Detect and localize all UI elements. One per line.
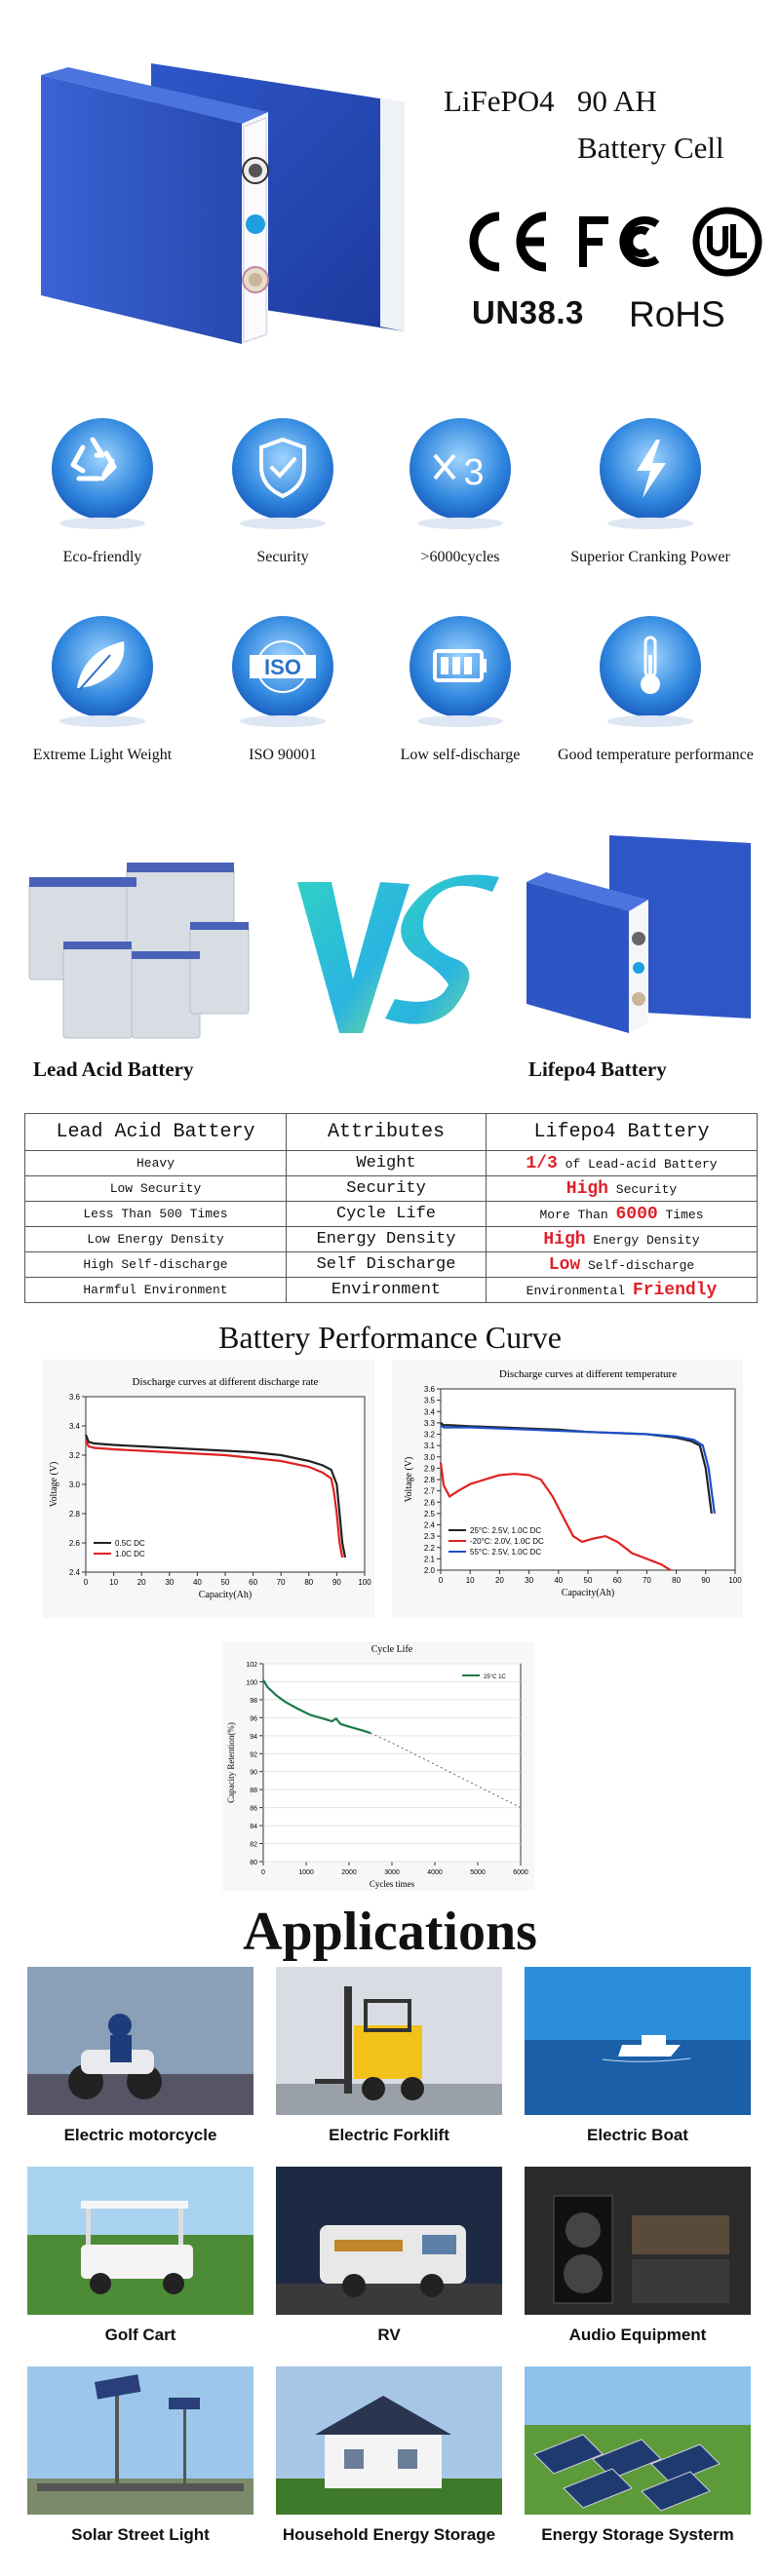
feature-shield-check — [190, 414, 375, 566]
legend-label: 25°C: 2.5V, 1.0C DC — [470, 1526, 542, 1535]
y-tick-label: 3.4 — [423, 1407, 435, 1417]
y-tick-label: 3.0 — [68, 1480, 80, 1489]
application-card — [27, 2366, 254, 2545]
y-tick-label: 3.2 — [423, 1430, 435, 1440]
x-axis-label: Capacity(Ah) — [198, 1590, 253, 1600]
application-photo — [525, 2366, 751, 2515]
battery-level-icon — [402, 612, 519, 729]
y-tick-label: 3.0 — [423, 1452, 435, 1462]
application-label: Electric Forklift — [329, 2126, 449, 2144]
application-card — [525, 2167, 751, 2345]
x-tick-label: 30 — [525, 1576, 534, 1585]
feature-label: >6000cycles — [420, 549, 500, 565]
iso-globe-icon — [224, 612, 341, 729]
feature-label: Low self-discharge — [400, 747, 521, 763]
lifepo4-value: High Security — [487, 1176, 758, 1202]
discharge-temperature-chart — [392, 1360, 743, 1618]
application-card — [27, 2167, 254, 2345]
x-axis-label: Cycles times — [369, 1879, 415, 1889]
battery-cell-product-image — [29, 54, 410, 346]
application-photo — [27, 1967, 254, 2115]
legend-label: 25°C 1C — [484, 1674, 506, 1680]
lead-acid-value: Harmful Environment — [25, 1278, 287, 1303]
highlight-text: High — [543, 1229, 586, 1250]
x-tick-label: 5000 — [470, 1869, 486, 1876]
y-tick-label: 88 — [250, 1788, 257, 1795]
application-label: Audio Equipment — [568, 2326, 707, 2344]
un383-certification: UN38.3 — [472, 294, 584, 330]
vs-graphic — [292, 863, 502, 1043]
lightning-icon — [592, 414, 709, 531]
lead-acid-value: Low Energy Density — [25, 1227, 287, 1252]
application-photo — [27, 2366, 254, 2515]
y-tick-label: 86 — [250, 1805, 257, 1813]
ce-logo — [474, 216, 546, 267]
chart-title: Discharge curves at different temperature — [498, 1368, 678, 1380]
x-tick-label: 70 — [276, 1578, 286, 1587]
y-axis-label: Voltage (V) — [404, 1456, 414, 1503]
legend-label: 1.0C DC — [115, 1550, 145, 1558]
recycle-icon — [44, 414, 161, 531]
svg-text:ISO: ISO — [264, 655, 301, 679]
feature-recycle — [10, 414, 195, 566]
feature-label: Extreme Light Weight — [32, 747, 173, 763]
feature-battery-level — [368, 612, 553, 764]
application-photo — [27, 2167, 254, 2315]
plot-area — [263, 1664, 521, 1862]
x-tick-label: 80 — [304, 1578, 314, 1587]
certification-logos — [448, 207, 770, 277]
comparison-table — [24, 1113, 758, 1303]
legend-label: 55°C: 2.5V, 1.0C DC — [470, 1548, 542, 1557]
x-tick-label: 40 — [554, 1576, 564, 1585]
y-tick-label: 3.4 — [68, 1422, 80, 1431]
x-tick-label: 50 — [220, 1578, 230, 1587]
header-attributes: Attributes — [287, 1114, 487, 1151]
x-tick-label: 10 — [465, 1576, 475, 1585]
shield-check-icon — [224, 414, 341, 531]
y-tick-label: 102 — [246, 1662, 257, 1669]
x-tick-label: 4000 — [427, 1869, 443, 1876]
lifepo4-value: High Energy Density — [487, 1227, 758, 1252]
feature-feather — [10, 612, 195, 764]
attribute-name: Self Discharge — [287, 1252, 487, 1278]
application-card — [276, 2366, 502, 2545]
product-subtitle: Battery Cell — [577, 131, 724, 165]
y-tick-label: 100 — [246, 1679, 257, 1687]
y-tick-label: 3.6 — [68, 1393, 80, 1402]
table-row — [25, 1202, 758, 1227]
application-card — [525, 2366, 751, 2545]
x-tick-label: 20 — [494, 1576, 504, 1585]
feature-label: Superior Cranking Power — [570, 549, 730, 565]
y-tick-label: 82 — [250, 1841, 257, 1849]
x-tick-label: 3000 — [384, 1869, 400, 1876]
y-tick-label: 2.5 — [423, 1509, 435, 1519]
y-tick-label: 2.2 — [423, 1543, 435, 1553]
table-row — [25, 1227, 758, 1252]
y-tick-label: 2.4 — [423, 1520, 435, 1530]
x-tick-label: 100 — [728, 1576, 742, 1585]
feather-icon — [44, 612, 161, 729]
lead-acid-value: Low Security — [25, 1176, 287, 1202]
x-tick-label: 0 — [83, 1578, 89, 1587]
y-tick-label: 94 — [250, 1733, 257, 1741]
attribute-name: Environment — [287, 1278, 487, 1303]
table-row — [25, 1278, 758, 1303]
y-tick-label: 84 — [250, 1824, 257, 1831]
x-tick-label: 90 — [701, 1576, 711, 1585]
lifepo4-value: More Than 6000 Times — [487, 1202, 758, 1227]
attribute-name: Energy Density — [287, 1227, 487, 1252]
application-label: Golf Cart — [104, 2326, 176, 2344]
attribute-name: Cycle Life — [287, 1202, 487, 1227]
lead-acid-label: Lead Acid Battery — [33, 1057, 194, 1081]
y-tick-label: 2.8 — [423, 1476, 435, 1484]
highlight-text: 1/3 — [526, 1153, 558, 1173]
highlight-text: Low — [548, 1254, 581, 1275]
x-axis-label: Capacity(Ah) — [561, 1588, 615, 1598]
performance-section-title: Battery Performance Curve — [218, 1320, 562, 1355]
lead-acid-value: High Self-discharge — [25, 1252, 287, 1278]
highlight-text: 6000 — [615, 1204, 658, 1224]
x-tick-label: 0 — [438, 1576, 444, 1585]
application-photo — [525, 1967, 751, 2115]
table-row — [25, 1176, 758, 1202]
x-tick-label: 6000 — [513, 1869, 528, 1876]
y-tick-label: 3.2 — [68, 1451, 80, 1460]
y-tick-label: 2.7 — [423, 1486, 435, 1496]
feature-lightning — [558, 414, 743, 566]
x-tick-label: 80 — [672, 1576, 682, 1585]
lifepo4-value: Low Self-discharge — [487, 1252, 758, 1278]
y-tick-label: 92 — [250, 1751, 257, 1759]
attribute-name: Weight — [287, 1151, 487, 1176]
lead-acid-value: Heavy — [25, 1151, 287, 1176]
y-tick-label: 2.4 — [68, 1568, 80, 1577]
feature-iso-globe — [190, 612, 375, 764]
y-tick-label: 2.0 — [423, 1566, 435, 1575]
svg-text:3: 3 — [463, 452, 485, 493]
application-label: Household Energy Storage — [282, 2525, 496, 2544]
table-row — [25, 1151, 758, 1176]
feature-label: Security — [256, 549, 309, 565]
x-tick-label: 0 — [261, 1869, 265, 1876]
application-label: Electric motorcycle — [63, 2126, 217, 2144]
y-axis-label: Capacity Retention(%) — [226, 1722, 236, 1803]
table-row — [25, 1252, 758, 1278]
y-tick-label: 2.9 — [423, 1464, 435, 1474]
lead-acid-battery-image — [24, 848, 258, 1043]
application-card — [276, 1967, 502, 2145]
x-tick-label: 100 — [358, 1578, 371, 1587]
y-tick-label: 98 — [250, 1697, 257, 1705]
header-lead-acid: Lead Acid Battery — [25, 1114, 287, 1151]
y-tick-label: 80 — [250, 1860, 257, 1866]
discharge-rate-chart — [43, 1360, 374, 1618]
y-tick-label: 2.1 — [423, 1555, 435, 1564]
lifepo4-value: Environmental Friendly — [487, 1278, 758, 1303]
times-3-icon — [402, 414, 519, 531]
application-label: Energy Storage Systerm — [541, 2525, 734, 2544]
y-tick-label: 2.6 — [68, 1539, 80, 1548]
fc-logo — [583, 216, 657, 267]
x-tick-label: 40 — [192, 1578, 202, 1587]
x-tick-label: 10 — [109, 1578, 119, 1587]
feature-label: ISO 90001 — [249, 747, 317, 763]
lifepo4-value: 1/3 of Lead-acid Battery — [487, 1151, 758, 1176]
y-tick-label: 2.8 — [68, 1510, 80, 1519]
y-tick-label: 3.1 — [423, 1442, 435, 1451]
highlight-text: Friendly — [632, 1280, 718, 1300]
header-lifepo4: Lifepo4 Battery — [487, 1114, 758, 1151]
application-label: RV — [377, 2326, 401, 2344]
x-tick-label: 1000 — [298, 1869, 314, 1876]
x-tick-label: 20 — [136, 1578, 146, 1587]
x-tick-label: 30 — [165, 1578, 175, 1587]
product-title: LiFePO4 90 AH — [444, 84, 657, 118]
feature-label: Good temperature performance — [558, 747, 754, 763]
legend-label: -20°C: 2.0V, 1.0C DC — [470, 1537, 544, 1546]
feature-times-3 — [368, 414, 553, 566]
comparison-table-header — [25, 1114, 758, 1151]
application-photo — [276, 2366, 502, 2515]
rohs-certification: RoHS — [629, 294, 725, 334]
y-tick-label: 90 — [250, 1769, 257, 1777]
chart-title: Cycle Life — [370, 1644, 413, 1655]
cycle-life-chart — [222, 1642, 534, 1891]
highlight-text: High — [566, 1178, 608, 1199]
y-tick-label: 3.3 — [423, 1418, 435, 1428]
y-axis-label: Voltage (V) — [49, 1461, 59, 1508]
application-card — [276, 2167, 502, 2345]
application-label: Electric Boat — [587, 2126, 688, 2144]
lifepo4-label: Lifepo4 Battery — [528, 1057, 667, 1081]
feature-label: Eco-friendly — [62, 549, 142, 565]
y-tick-label: 3.5 — [423, 1396, 435, 1405]
x-tick-label: 90 — [332, 1578, 341, 1587]
application-label: Solar Street Light — [71, 2525, 210, 2544]
x-tick-label: 60 — [612, 1576, 622, 1585]
y-tick-label: 96 — [250, 1715, 257, 1723]
application-card — [27, 1967, 254, 2145]
feature-thermometer — [558, 612, 754, 764]
attribute-name: Security — [287, 1176, 487, 1202]
x-tick-label: 60 — [249, 1578, 258, 1587]
application-photo — [525, 2167, 751, 2315]
application-photo — [276, 2167, 502, 2315]
application-photo — [276, 1967, 502, 2115]
y-tick-label: 3.6 — [423, 1385, 435, 1394]
applications-title: Applications — [243, 1902, 537, 1962]
y-tick-label: 2.6 — [423, 1498, 435, 1508]
y-tick-label: 2.3 — [423, 1532, 435, 1542]
chart-title: Discharge curves at different discharge rate — [132, 1376, 319, 1388]
thermometer-icon — [592, 612, 709, 729]
x-tick-label: 70 — [642, 1576, 651, 1585]
x-tick-label: 2000 — [341, 1869, 357, 1876]
lead-acid-value: Less Than 500 Times — [25, 1202, 287, 1227]
legend-label: 0.5C DC — [115, 1539, 145, 1548]
x-tick-label: 50 — [583, 1576, 593, 1585]
application-card — [525, 1967, 751, 2145]
lifepo4-battery-image — [517, 824, 756, 1038]
ul-logo — [696, 211, 759, 273]
